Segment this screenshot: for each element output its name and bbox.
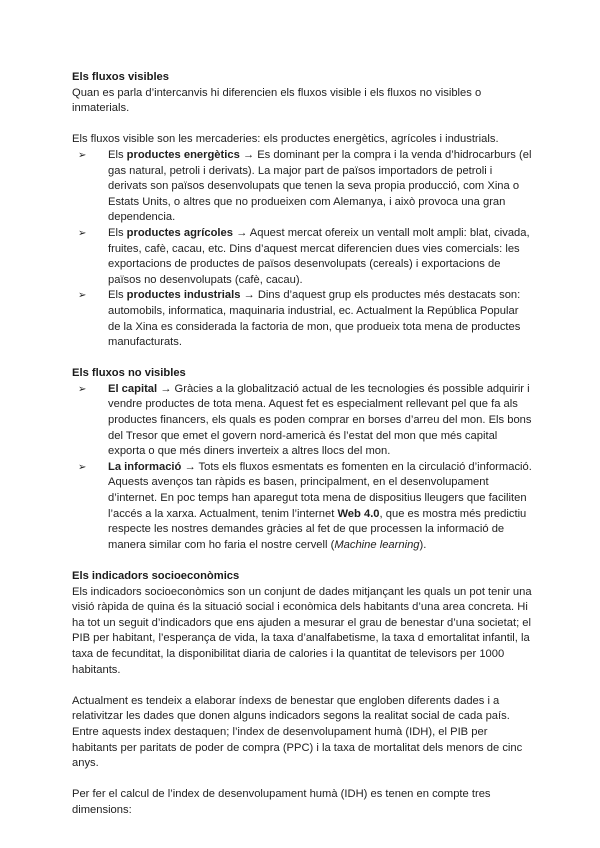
item-text: Gràcies a la globalització actual de les tecnologies és possible adquirir i vendre productes de tota mena. Aquest fet es especialment rellevant pel que fa als productes financers, els quals es poden comprar en borses d’arreu del mon. Els bons del Tresor que emet el govern nord-americà és l’estat del mon que més capital exporta o que més diners inverteix a altres llocs del mon. (108, 382, 532, 458)
invisible-flows-list (72, 382, 532, 554)
list-item-capital (72, 382, 532, 460)
indicators-paragraph-2: Actualment es tendeix a elaborar índexs de benestar que engloben diferents dades i a relativitzar les dades que donen alguns indicadors segons la realitat social de cada país. Entre aquests index destaquen; l’index de desenvolupament humà (IDH), el PIB per habitants per paritats de poder de compra (PPC) i la taxa de mortalitat dels menors de cinc anys. (72, 694, 523, 770)
document-body (72, 70, 532, 819)
indicators-paragraph-1: Els indicadors socioeconòmics son un conjunt de dades mitjançant les quals un pot tenir una visió ràpida de quina és la situació social i econòmica dels habitants d’una area concreta. Hi ha tot un seguit d’indicadors que ens ajuden a mesurar el grau de benestar d’una societat; el PIB per habitant, l’esperança de vida, la taxa d’analfabetisme, la taxa d emortalitat infantil, la taxa de fecunditat, la disponibilitat diaria de calories i la quantitat de televisors per 1000 habitants. (72, 585, 532, 676)
arrow-bullet-icon: ➢ (78, 461, 87, 473)
item-text: → Es dominant per la compra i la venda d’hidrocarburs (el gas natural, petroli i derivats). La major part de països importadors de petroli i derivats son països desenvolupats que tenen la seva propia producció, com Xina o Estats Units, o altres que no produeixen com Alemanya, i això provoca una gran dependencia. (108, 148, 532, 224)
item-text-continued: , que es mostra més predictiu respecte les nostres demandes gràcies al fet de que processen la informació de manera similar com ho faria el nostre cervell ( (108, 507, 527, 551)
section-title-visible-flows: Els fluxos visibles (72, 71, 170, 83)
item-text: Tots els fluxos esmentats es fomenten en la circulació d’informació. Aquests avenços tan ràpids es basen, principalment, en el desenvolupament d’internet. En poc temps han aparegut tota mena de dispositius lleugers que faciliten l’accés a la xarxa. Actualment, tenim l’internet (108, 460, 532, 520)
item-text: → Aquest mercat ofereix un ventall molt ampli: blat, civada, fruites, cafè, cacau, etc. Dins d’aquest mercat diferencien dues vies comercials: les exportacions de productes de països desenvolupats (cereals) i exportacions de països no desenvolupats (cafè, cacau). (108, 226, 530, 286)
arrow-bullet-icon: ➢ (78, 383, 87, 395)
list-item-agricultural (72, 226, 532, 288)
item-prefix: Els (108, 226, 127, 239)
list-item-information (72, 460, 532, 554)
item-prefix: Els (108, 148, 127, 161)
section-title-invisible-flows: Els fluxos no visibles (72, 367, 186, 380)
item-text-end: ). (419, 538, 427, 551)
spacer (72, 678, 532, 694)
machine-learning-term: Machine learning (334, 538, 420, 551)
spacer (72, 351, 532, 367)
item-term: productes industrials (126, 289, 241, 302)
item-text: → Dins d’aquest grup els productes més destacats son: automobils, informatica, maquinaria industrial, ec. Actualment la República Popular de la Xina es considerada la factoria de mon, que produeix tota mena de productes manufacturats. (108, 289, 521, 349)
item-term: productes energètics (126, 148, 240, 161)
visible-flows-lead: Els fluxos visible son les mercaderies: els productes energètics, agrícoles i industrials. (72, 133, 499, 146)
arrow-bullet-icon: ➢ (78, 149, 87, 161)
item-prefix: Els (108, 289, 127, 302)
spacer (72, 553, 532, 569)
arrow-bullet-icon: ➢ (78, 227, 87, 239)
section-title-indicators: Els indicadors socioeconòmics (72, 570, 240, 582)
item-term: productes agrícoles (126, 226, 233, 239)
list-item-industrial (72, 288, 532, 350)
item-term: El capital → (108, 382, 172, 395)
item-term: La informació → (108, 460, 196, 473)
spacer (72, 772, 532, 788)
spacer (72, 117, 532, 133)
web-version-term: Web 4.0 (337, 507, 380, 520)
list-item-energy (72, 148, 532, 226)
indicators-paragraph-3: Per fer el calcul de l’index de desenvolupament humà (IDH) es tenen en compte tres dimensions: (72, 788, 491, 816)
intro-paragraph: Quan es parla d’intercanvis hi diferencien els fluxos visible i els fluxos no visibles o inmaterials. (72, 86, 482, 115)
visible-flows-list (72, 148, 532, 351)
arrow-bullet-icon: ➢ (78, 290, 87, 302)
